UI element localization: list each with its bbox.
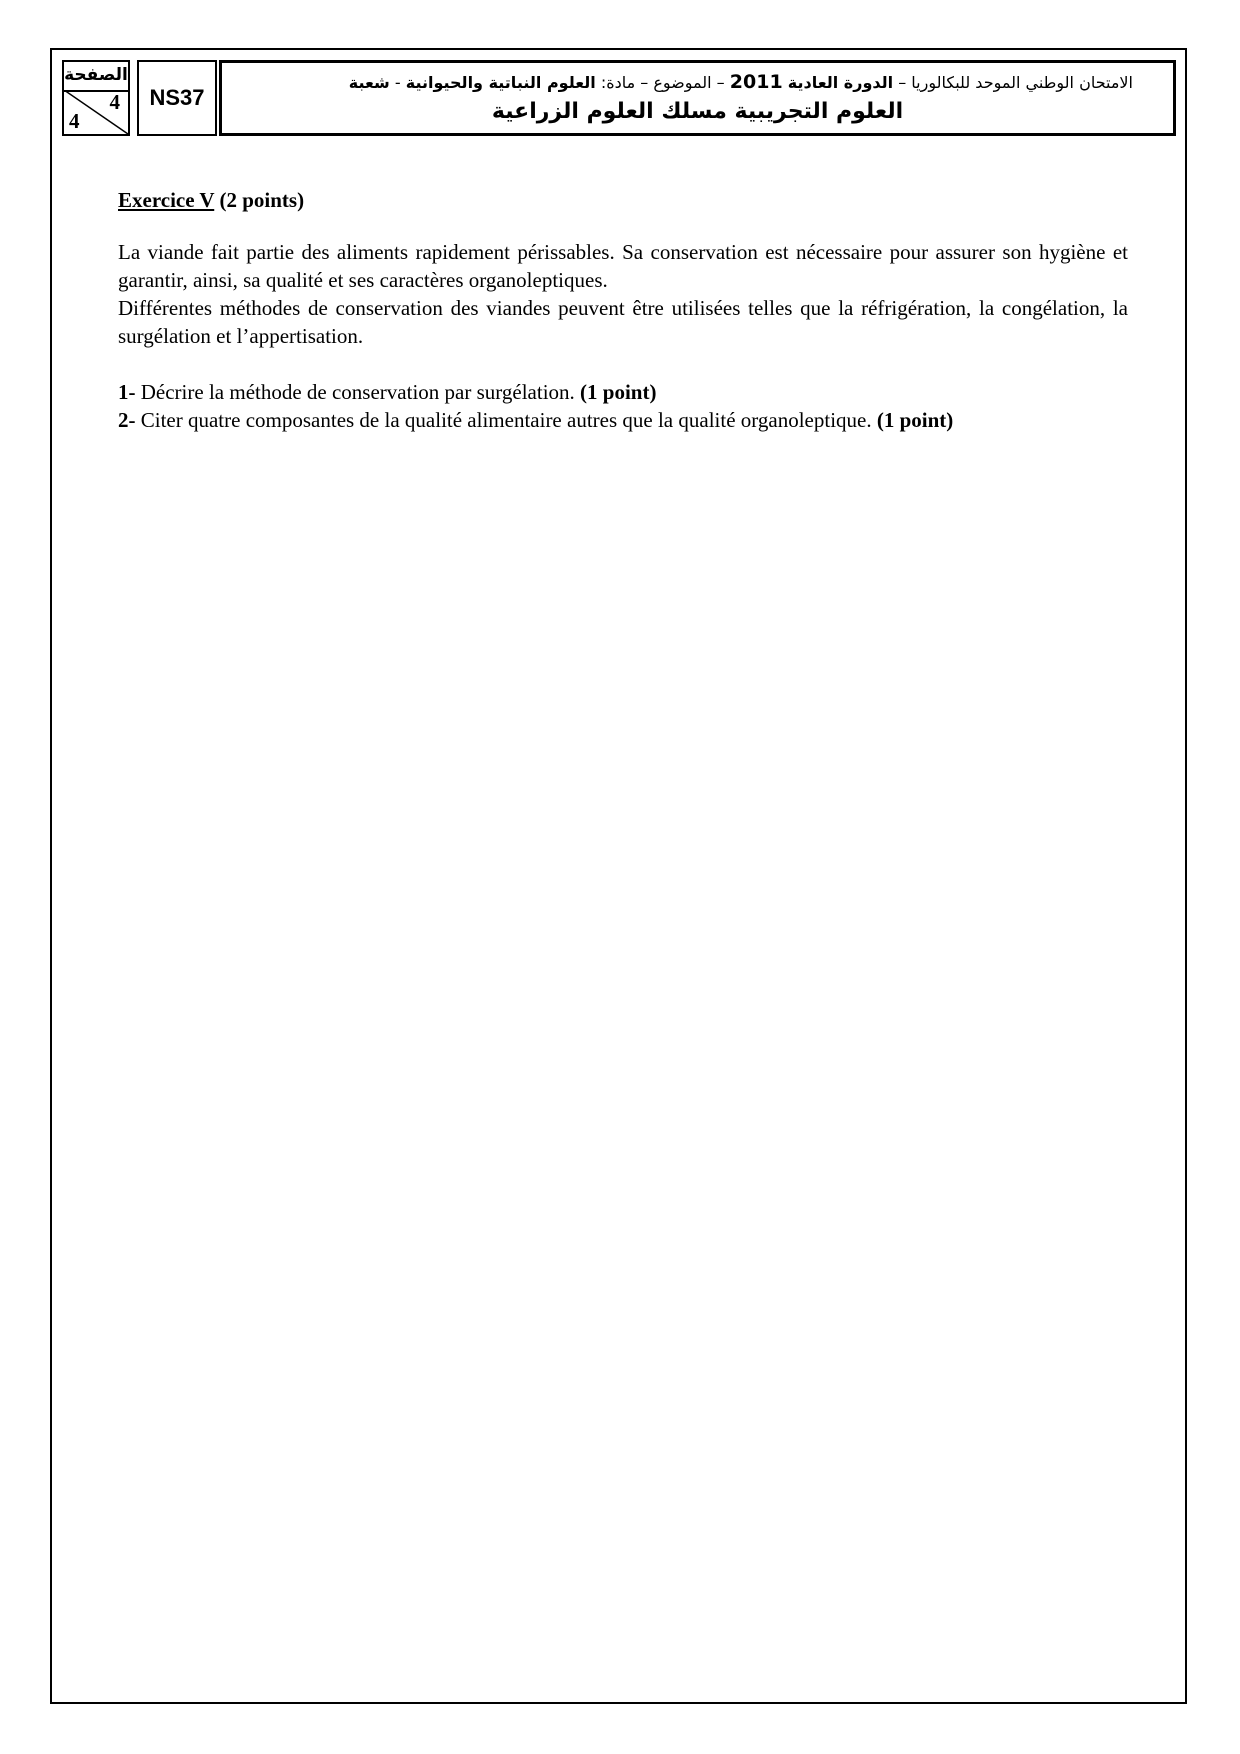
question-points: (1 point) [580, 380, 657, 404]
page-number-box [62, 60, 130, 136]
header-branch-label: شعبة [348, 73, 390, 92]
exercise-paragraph-1: La viande fait partie des aliments rapidement périssables. Sa conservation est nécessaire pour assurer son hygiène et garantir, ainsi, sa qualité et ses caractères organoleptiques. [118, 240, 1128, 292]
header-exam-name: الامتحان الوطني الموحد للبكالوريا – [898, 73, 1133, 92]
page-total: 4 [69, 109, 80, 133]
header-subject: العلوم النباتية والحيوانية [405, 73, 596, 92]
header-line-1 [349, 71, 1133, 93]
question-text: Décrire la méthode de conservation par surgélation. [135, 380, 575, 404]
header-line-2: العلوم التجريبية مسلك العلوم الزراعية [491, 99, 904, 124]
question-list [118, 378, 1128, 434]
exercise-content [118, 186, 1128, 434]
exam-header [219, 60, 1176, 136]
exercise-points: (2 points) [219, 188, 305, 212]
page-current: 4 [109, 90, 120, 114]
header-year: 2011 [729, 71, 783, 93]
header-subject-prefix: – الموضوع – مادة: [600, 73, 725, 92]
exam-code: NS37 [137, 60, 217, 136]
question-item [118, 406, 1128, 434]
question-points: (1 point) [876, 408, 954, 432]
question-item [118, 378, 1128, 406]
question-number: 2- [118, 408, 136, 432]
exercise-title [118, 186, 1128, 214]
page-label: الصفحة [64, 62, 128, 92]
header-session: الدورة العادية [787, 73, 894, 92]
header-separator: - [394, 73, 401, 92]
question-text: Citer quatre composantes de la qualité alimentaire autres que la qualité organoleptique. [140, 408, 872, 432]
exercise-name: Exercice V [118, 188, 215, 212]
exercise-paragraph-2: Différentes méthodes de conservation des viandes peuvent être utilisées telles que la réfrigération, la congélation, la surgélation et l’appertisation. [118, 296, 1128, 348]
question-number: 1- [118, 380, 136, 404]
